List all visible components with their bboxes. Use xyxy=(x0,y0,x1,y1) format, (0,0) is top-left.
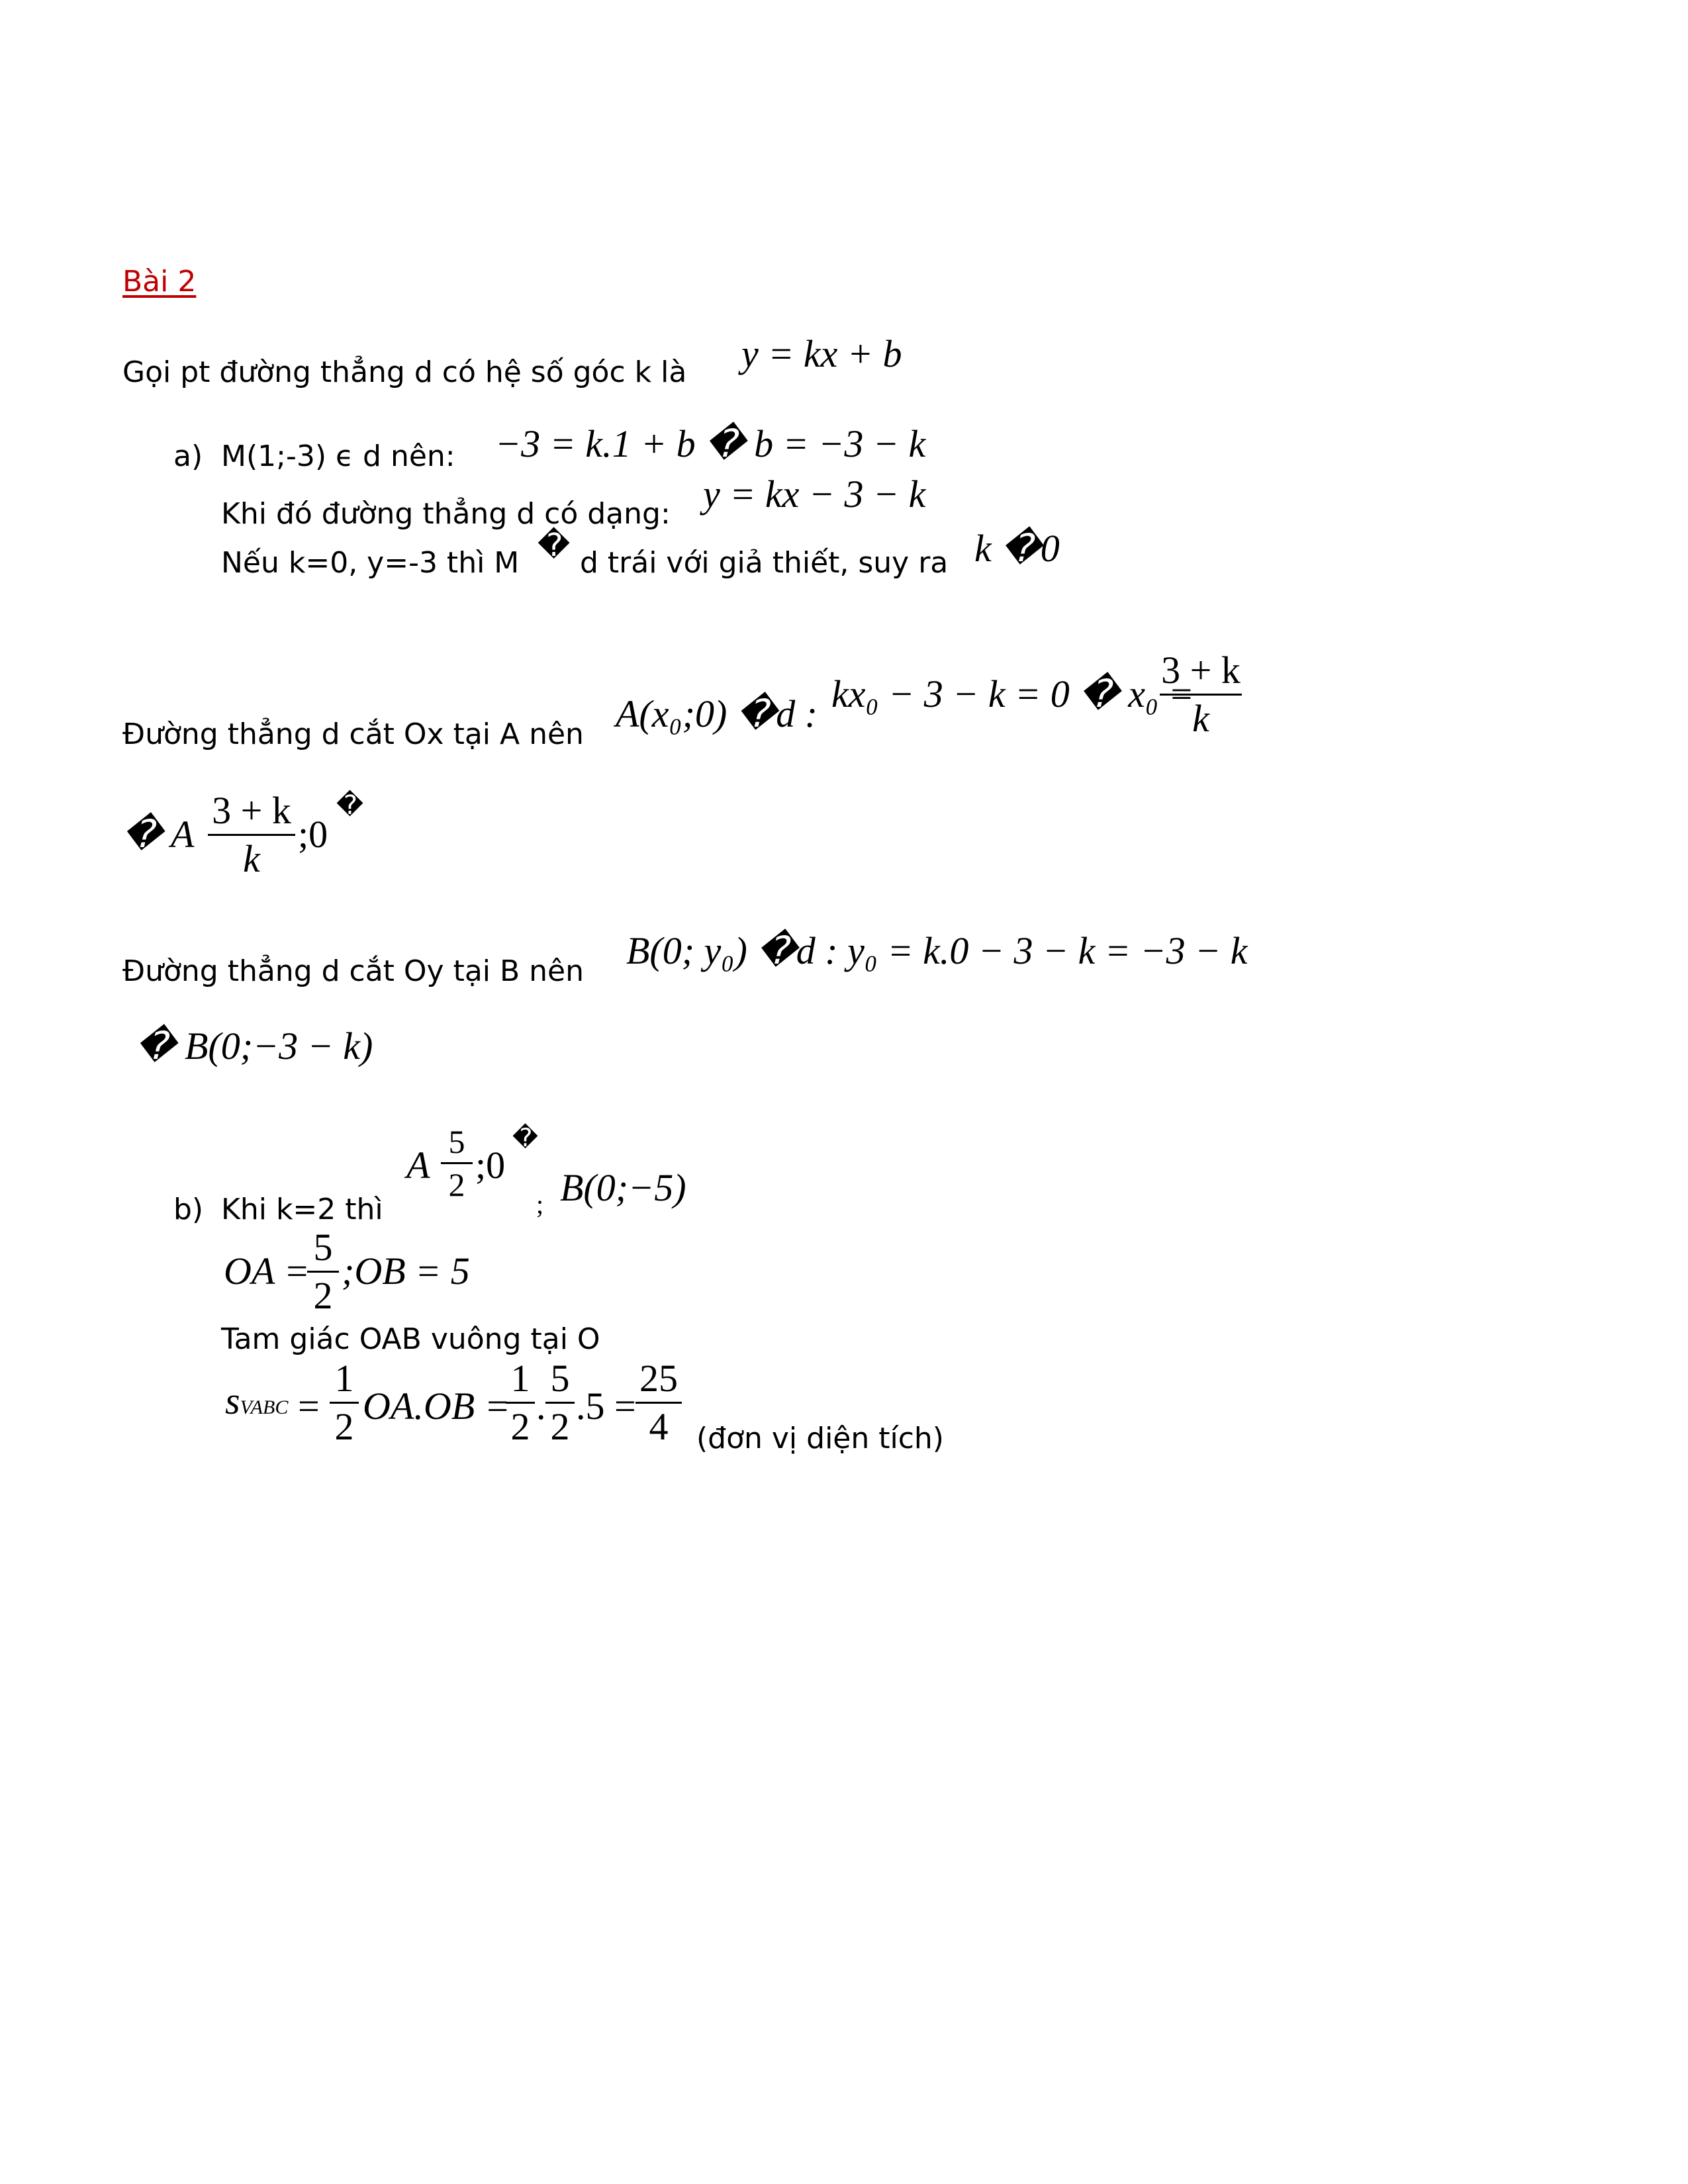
area-fraction-3: 5 2 xyxy=(545,1359,575,1446)
part-b-bracket: � xyxy=(512,1123,538,1152)
part-a-line1-formula: −3 = k.1 + b � b = −3 − k xyxy=(495,422,926,465)
a-point-bracket: � xyxy=(336,790,364,821)
a-point-fraction xyxy=(208,789,295,880)
area-fraction-2: 1 2 xyxy=(506,1359,535,1446)
oa-left: OA = xyxy=(224,1250,310,1293)
ob-right: ;OB = 5 xyxy=(342,1250,470,1293)
oy-formula: B(0; y₀) �d : y₀ = k.0 − 3 − k = −3 − k xyxy=(626,929,1248,972)
part-b-a-denominator: 2 xyxy=(448,1166,465,1203)
part-b-b-formula: B(0;−5) xyxy=(560,1166,686,1209)
part-b-a-suffix: ;0 xyxy=(475,1144,506,1187)
part-a-line3-formula: k �0 xyxy=(974,527,1060,570)
part-b-line1-text: Khi k=2 thì xyxy=(221,1193,383,1226)
area-dot: . xyxy=(536,1385,546,1428)
area-fraction-4: 25 4 xyxy=(635,1359,682,1446)
part-b-separator: ; xyxy=(536,1189,544,1219)
ox-fraction-numerator: 3 + k xyxy=(1161,649,1241,692)
intro-text: Gọi pt đường thẳng d có hệ số góc k là xyxy=(122,355,687,389)
part-b-a-numerator: 5 xyxy=(448,1123,465,1160)
oy-text: Đường thẳng d cắt Oy tại B nên xyxy=(122,954,585,988)
a-point-suffix: ;0 xyxy=(298,813,328,856)
part-a-line2-formula: y = kx − 3 − k xyxy=(703,473,926,516)
area-mid2: .5 = xyxy=(576,1385,636,1428)
area-subscript: VABC xyxy=(240,1396,289,1418)
part-a-line1-text: M(1;-3) ϵ d nên: xyxy=(221,439,455,473)
area-s: sVABC xyxy=(225,1379,289,1422)
area-mid: OA.OB = xyxy=(363,1385,510,1428)
part-a-line3-text: Nếu k=0, y=-3 thì M xyxy=(221,546,520,580)
a-point-denominator: k xyxy=(243,837,260,880)
area-eq1: = xyxy=(298,1385,320,1428)
ox-fraction-denominator: k xyxy=(1192,697,1209,740)
ox-formula-left: A(x₀;0) �d : xyxy=(616,692,818,735)
part-b-a-fraction xyxy=(441,1125,473,1201)
part-a-line3-mid: d trái với giả thiết, suy ra xyxy=(580,546,949,580)
b-point-formula: � B(0;−3 − k) xyxy=(136,1024,373,1068)
ox-fraction xyxy=(1160,651,1242,738)
ox-formula-mid: kx₀ − 3 − k = 0 � x₀ = xyxy=(831,672,1194,715)
intro-formula: y = kx + b xyxy=(741,332,902,375)
part-a-line2-text: Khi đó đường thẳng d có dạng: xyxy=(221,497,671,531)
a-point-prefix: � A xyxy=(122,813,195,856)
oa-fraction xyxy=(307,1228,339,1315)
oa-numerator: 5 xyxy=(313,1226,333,1269)
triangle-text: Tam giác OAB vuông tại O xyxy=(221,1322,600,1356)
part-a-label: a) xyxy=(173,439,203,473)
part-b-a-prefix: A xyxy=(406,1144,430,1187)
ox-text: Đường thẳng d cắt Ox tại A nên xyxy=(122,717,584,751)
a-point-numerator: 3 + k xyxy=(212,789,291,832)
area-unit: (đơn vị diện tích) xyxy=(696,1422,944,1455)
oa-denominator: 2 xyxy=(313,1274,333,1317)
part-b-label: b) xyxy=(173,1193,204,1226)
area-fraction-1: 1 2 xyxy=(330,1359,359,1446)
exercise-title: Bài 2 xyxy=(122,265,197,298)
element-of-glyph: � xyxy=(538,527,571,564)
